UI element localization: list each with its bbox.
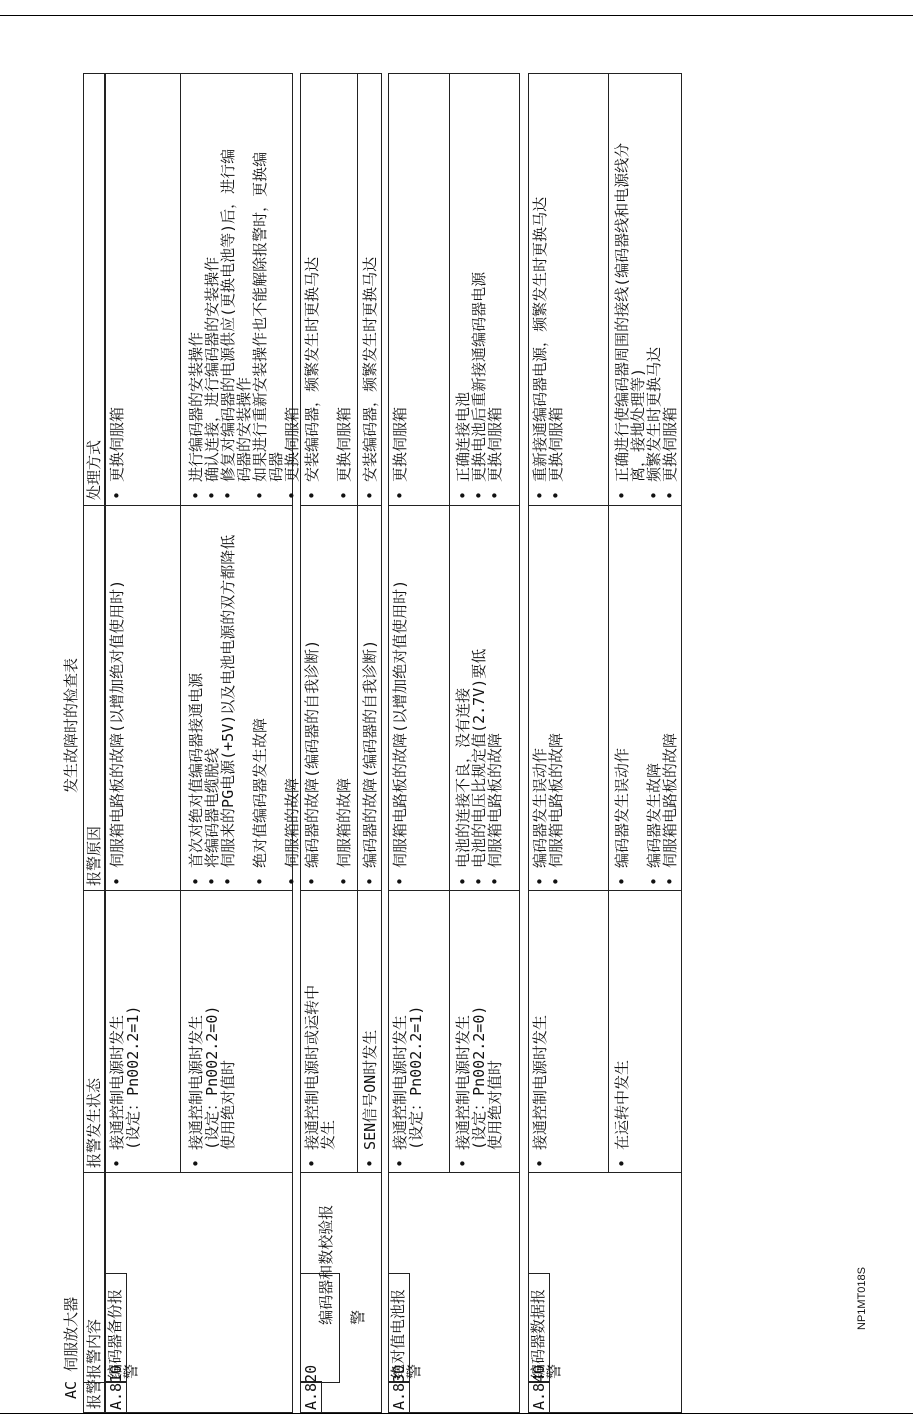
- alarm-state: • 在运转中发生: [613, 1059, 631, 1168]
- alarm-cause: • 伺服箱电路板的故障(以增加绝对值使用时): [108, 579, 126, 886]
- alarm-state: • 接通控制电源时发生 (设定：Pn002.2=1): [391, 1005, 425, 1168]
- figure-code: NP1MT018S: [856, 1267, 868, 1330]
- alarm-name-text: 编码器备份报警: [106, 1288, 140, 1379]
- alarm-action: • 安装编码器，频繁发生时更换马达: [361, 256, 379, 500]
- alarm-code: A.830: [388, 1381, 410, 1413]
- alarm-name: [388, 1273, 423, 1383]
- alarm-action: • 正确连接电池 • 更换电池后重新接通编码器电源 • 更换伺服箱: [454, 271, 504, 500]
- alarm-code: A.810: [105, 1381, 127, 1413]
- alarm-action: • 更换伺服箱: [391, 406, 409, 500]
- alarm-cause: • 首次对绝对值编码器接通电源 • 将编码器电缆脱线 • 伺服来的PG电源(+5V)以及电池电源的双方都降低 • 绝对值编码器发生故障 • 伺服箱的故障: [187, 534, 301, 886]
- header-box: [83, 73, 105, 1413]
- header-alarm-cause: 报警原因: [85, 825, 103, 886]
- alarm-action: • 进行编码器的安装操作 • 确认连接，进行编码器的安装操作 • 修复对编码器的电源供应(更换电池等)后，进行编 码器的安装操作 • 如果进行重新安装操作也不能解除报警时，更换编 码器 • 更换伺服箱: [187, 148, 301, 500]
- alarm-cause: • 编码器的故障(编码器的自我诊断) • 伺服箱的故障: [303, 639, 353, 886]
- alarm-state: • 接通控制电源时发生 (设定：Pn002.2=1): [108, 1005, 142, 1168]
- alarm-state: • 接通控制电源时发生 (设定：Pn002.2=0) 使用绝对值时: [454, 1005, 504, 1168]
- header-alarm: 报警: [85, 1378, 103, 1409]
- alarm-name: [300, 1204, 367, 1383]
- alarm-state: • 接通控制电源时发生: [531, 1014, 549, 1168]
- page-top-rule: [0, 15, 913, 16]
- page-bottom-rule: [0, 1413, 913, 1414]
- alarm-action: • 更换伺服箱: [108, 406, 126, 500]
- product-name: AC 伺服放大器: [62, 1296, 80, 1399]
- alarm-action: • 正确进行使编码器周围的接线(编码器线和电源线分 离，接地处理等) • 频繁发生时更换马达 • 更换伺服箱: [613, 142, 679, 500]
- alarm-state: • 接通控制电源时发生 (设定：Pn002.2=0) 使用绝对值时: [187, 1005, 237, 1168]
- header-action: 处理方式: [85, 439, 103, 500]
- alarm-code: A.820: [300, 1381, 322, 1413]
- alarm-name: [528, 1273, 563, 1383]
- alarm-cause: • 电池的连接不良，没有连接 • 电池的电压比规定值(2.7V)要低 • 伺服箱电路板的故障: [454, 648, 504, 886]
- alarm-state: • SEN信号ON时发生: [361, 1029, 379, 1168]
- alarm-name-text: 编码器数据报警: [529, 1288, 563, 1379]
- alarm-cause: • 编码器发生误动作 • 伺服箱电路板的故障: [531, 732, 565, 886]
- alarm-name-text-cont: 警: [349, 1309, 367, 1325]
- alarm-name-text: 绝对值电池报警: [389, 1288, 423, 1379]
- alarm-cause: • 编码器发生误动作 • 编码器发生故障 • 伺服箱电路板的故障: [613, 732, 679, 886]
- table-title: 发生故障时的检查表: [62, 657, 80, 793]
- alarm-cause: • 伺服箱电路板的故障(以增加绝对值使用时): [391, 579, 409, 886]
- alarm-name: [105, 1273, 140, 1383]
- alarm-cause: • 编码器的故障(编码器的自我诊断): [361, 639, 379, 886]
- alarm-action: • 重新接通编码器电源，频繁发生时更换马达 • 更换伺服箱: [531, 196, 565, 500]
- alarm-state: • 接通控制电源时或运转中 发生: [303, 984, 337, 1168]
- rotated-page: [62, 73, 913, 1413]
- header-alarm-state: 报警发生状态: [85, 1077, 103, 1168]
- alarm-name-text: 编码器和数校验报: [317, 1204, 335, 1325]
- alarm-action: • 安装编码器，频繁发生时更换马达 • 更换伺服箱: [303, 256, 353, 500]
- header-alarm-content: 报警内容: [85, 1318, 103, 1379]
- alarm-code: A.840: [528, 1381, 550, 1413]
